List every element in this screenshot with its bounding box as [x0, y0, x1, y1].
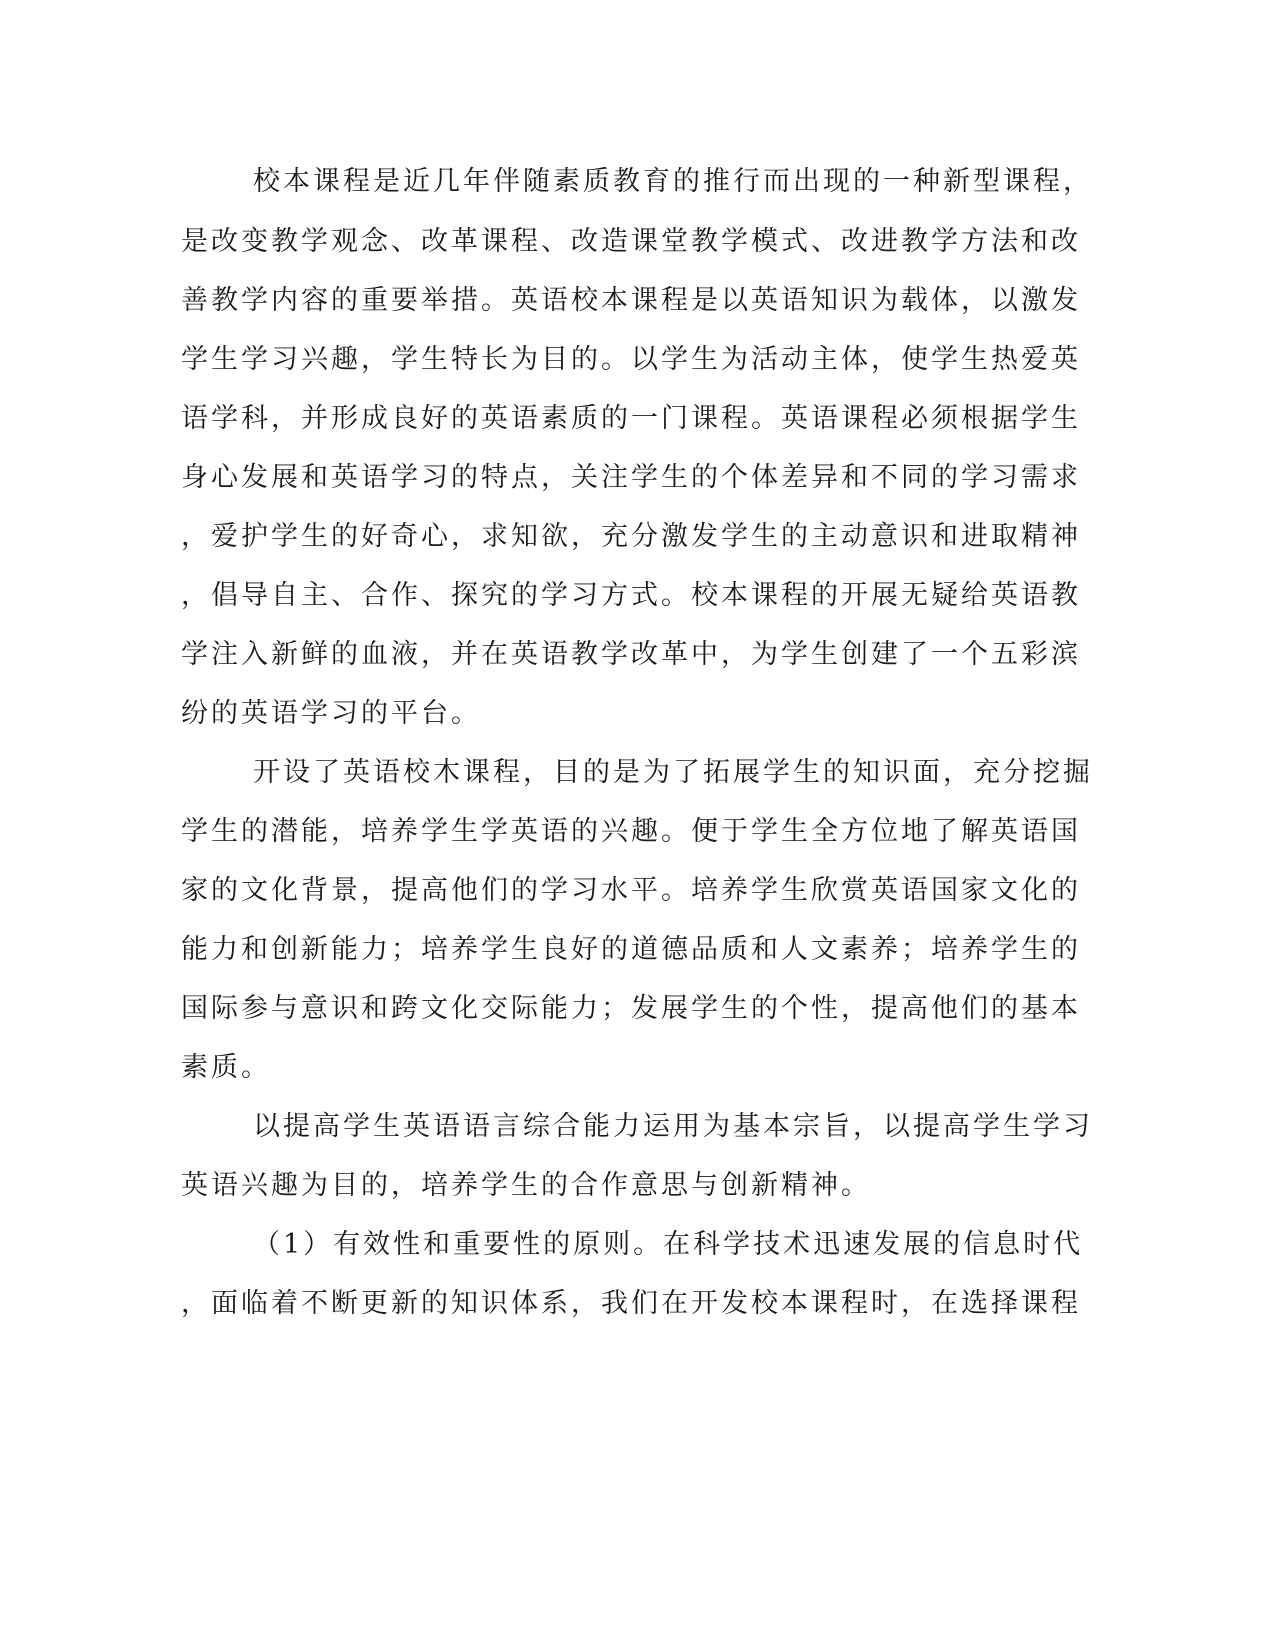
text-line: 开设了英语校木课程，目的是为了拓展学生的知识面，充分挖掘: [253, 757, 1093, 788]
text-line: 英语兴趣为目的，培养学生的合作意思与创新精神。: [181, 1170, 871, 1201]
text-line: 学注入新鲜的血液，并在英语教学改革中，为学生创建了一个五彩滨: [181, 639, 1081, 670]
text-line: 纷的英语学习的平台。: [181, 698, 481, 729]
text-line: ，倡导自主、合作、探究的学习方式。校本课程的开展无疑给英语教: [181, 580, 1081, 611]
text-line: 国际参与意识和跨文化交际能力；发展学生的个性，提高他们的基本: [181, 993, 1081, 1024]
text-line: 能力和创新能力；培养学生良好的道德品质和人文素养；培养学生的: [181, 934, 1081, 965]
text-line: 学生的潜能，培养学生学英语的兴趣。便于学生全方位地了解英语国: [181, 816, 1081, 847]
text-line: ，面临着不断更新的知识体系，我们在开发校本课程时，在选择课程: [181, 1288, 1081, 1319]
text-line: 以提高学生英语语言综合能力运用为基本宗旨，以提高学生学习: [253, 1111, 1093, 1142]
text-line: （1）有效性和重要性的原则。在科学技术迅速发展的信息时代: [253, 1229, 1084, 1260]
text-line: 家的文化背景，提高他们的学习水平。培养学生欣赏英语国家文化的: [181, 875, 1081, 906]
text-line: 身心发展和英语学习的特点，关注学生的个体差异和不同的学习需求: [181, 462, 1081, 493]
text-line: ，爱护学生的好奇心，求知欲，充分激发学生的主动意识和进取精神: [181, 521, 1081, 552]
text-line: 语学科，并形成良好的英语素质的一门课程。英语课程必须根据学生: [181, 403, 1081, 434]
text-line: 素质。: [181, 1052, 271, 1083]
text-line: 校本课程是近几年伴随素质教育的推行而出现的一种新型课程，: [253, 166, 1093, 197]
text-line: 善教学内容的重要举措。英语校本课程是以英语知识为载体，以激发: [181, 285, 1081, 316]
text-line: 学生学习兴趣，学生特长为目的。以学生为活动主体，使学生热爱英: [181, 344, 1081, 375]
text-line: 是改变教学观念、改革课程、改造课堂教学模式、改进教学方法和改: [181, 226, 1081, 257]
